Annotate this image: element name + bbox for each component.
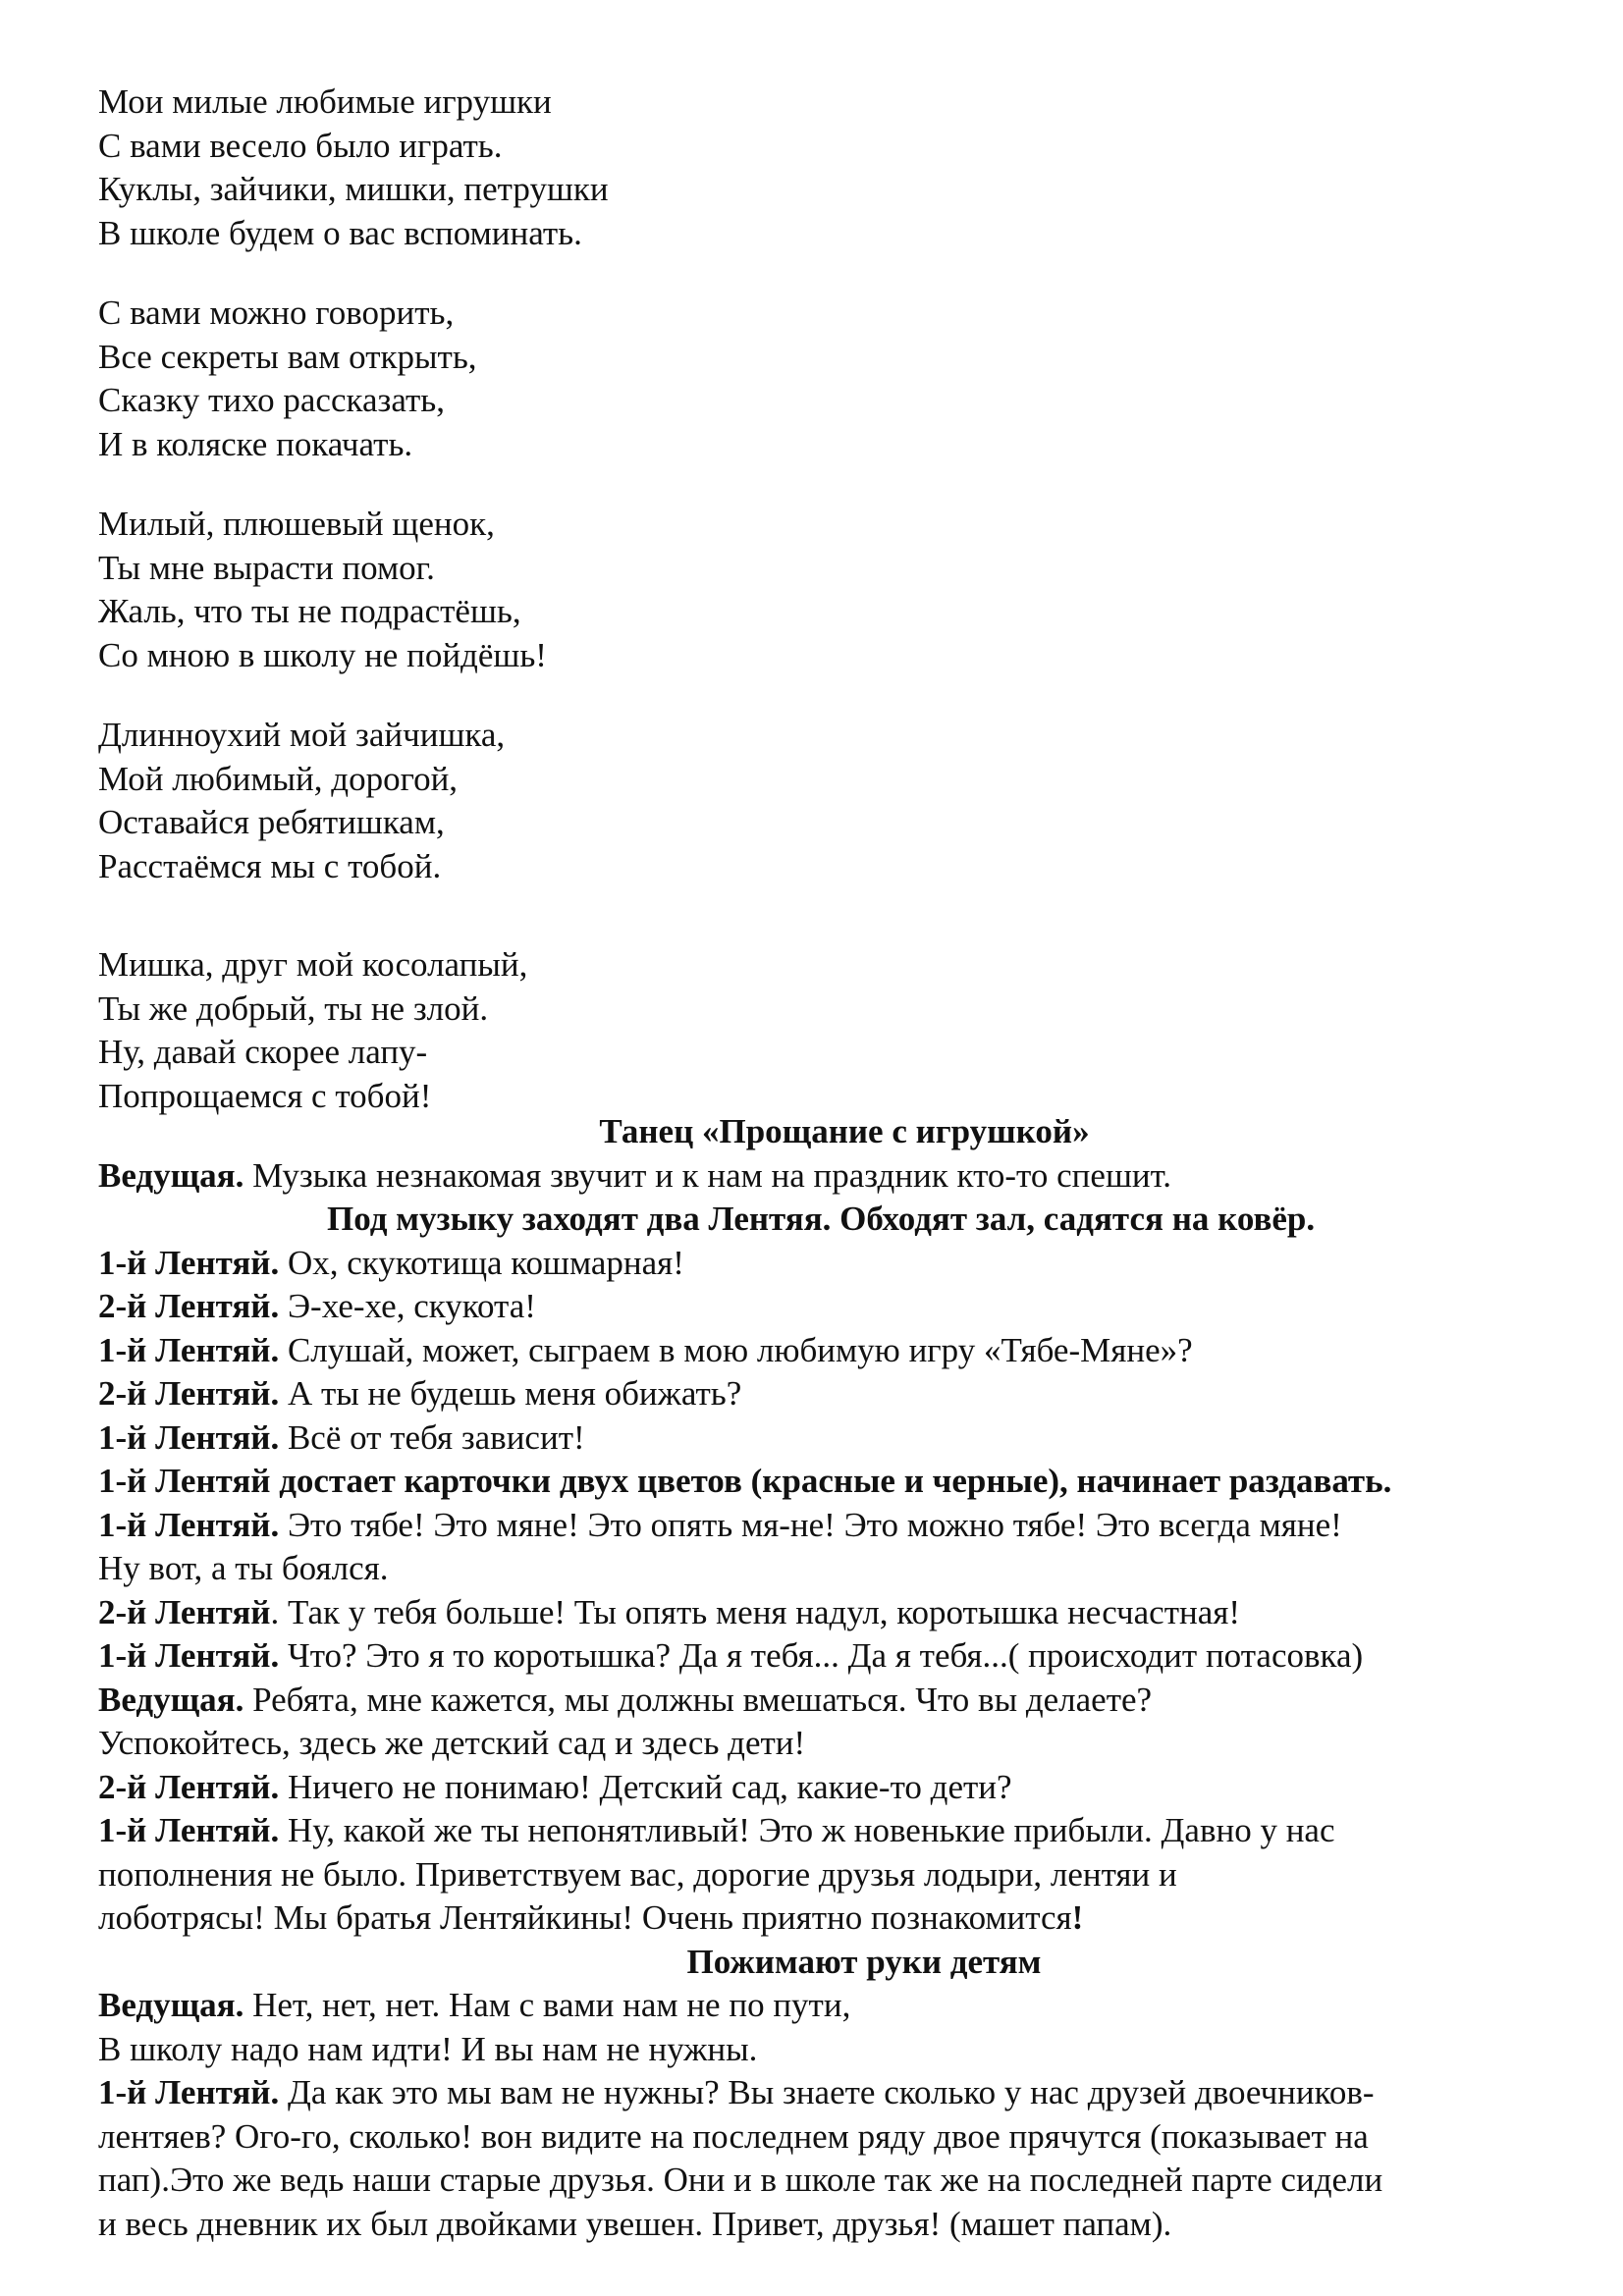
speaker: Ведущая. [98, 1680, 244, 1719]
dialogue-continuation: Ну вот, а ты боялся. [98, 1549, 389, 1587]
speaker: 1-й Лентяй. [98, 1243, 280, 1282]
poem-line: И в коляске покачать. [98, 424, 413, 463]
speech: Ох, скукотища кошмарная! [279, 1243, 684, 1282]
poem-line: Расстаёмся мы с тобой. [98, 846, 442, 885]
dialogue-continuation: и весь дневник их был двойками увешен. Привет, друзья! (машет папам). [98, 2204, 1172, 2243]
poem-line: Мой любимый, дорогой, [98, 759, 459, 798]
dialogue-continuation: пап).Это же ведь наши старые друзья. Они и в школе так же на последней парте сидели [98, 2161, 1383, 2199]
speaker: 2-й Лентяй. [98, 1374, 280, 1413]
poem-line: Длинноухий мой зайчишка, [98, 716, 506, 754]
stanza-5 [98, 943, 1591, 1118]
stage-direction [98, 1198, 1591, 1242]
speaker: Ведущая. [98, 1986, 244, 2024]
dialogue-continuation: лентяев? Ого-го, сколько! вон видите на последнем ряду двое прячутся (показывает на [98, 2116, 1369, 2156]
poem-line: Сказку тихо рассказать, [98, 381, 445, 419]
dialogue-line [98, 1242, 1591, 1286]
poem [98, 80, 1591, 1118]
dialogue-line [98, 1504, 1591, 1548]
speaker: 1-й Лентяй. [98, 1330, 280, 1369]
stanza-2 [98, 292, 1591, 466]
script [98, 1110, 1591, 2246]
speech: Музыка незнакомая звучит и к нам на праздник кто-то спешит. [243, 1155, 1172, 1195]
speaker: 1-й Лентяй. [98, 2073, 280, 2111]
poem-line: С вами весело было играть. [98, 126, 503, 165]
speaker: 1-й Лентяй. [98, 1505, 280, 1544]
poem-line: Милый, плюшевый щенок, [98, 505, 495, 543]
poem-line: Жаль, что ты не подрастёшь, [98, 592, 521, 630]
poem-line: Мишка, друг мой косолапый, [98, 945, 528, 984]
dialogue-continuation: Успокойтесь, здесь же детский сад и здесь дети! [98, 1724, 806, 1762]
stanza-3 [98, 503, 1591, 677]
dialogue-line [98, 1634, 1591, 1679]
speech: Э-хе-хе, скукота! [279, 1287, 536, 1325]
dialogue-line [98, 1329, 1591, 1373]
poem-line: Ты же добрый, ты не злой. [98, 988, 489, 1028]
speech: Что? Это я то коротышка? Да я тебя... Да я тебя...( происходит потасовка) [279, 1636, 1364, 1675]
speech: Всё от тебя зависит! [279, 1417, 585, 1457]
dialogue-line [98, 1416, 1591, 1461]
stanza-1 [98, 80, 1591, 255]
speaker: 2-й Лентяй [98, 1592, 271, 1631]
poem-line: Мои милые любимые игрушки [98, 82, 552, 121]
dialogue-continuation: пополнения не было. Приветствуем вас, дорогие друзья лодыри, лентяи и [98, 1854, 1177, 1894]
speech: лоботрясы! Мы братья Лентяйкины! Очень приятно познакомится [98, 1898, 1072, 1937]
speech: Ну, какой же ты непонятливый! Это ж новенькие прибыли. Давно у нас [279, 1811, 1335, 1849]
dance-heading: Танец «Прощание с игрушкой» [599, 1112, 1090, 1150]
speech: Это тябе! Это мяне! Это опять мя-не! Это можно тябе! Это всегда мяне! [279, 1505, 1342, 1544]
dialogue-line [98, 1285, 1591, 1329]
poem-line: Попрощаемся с тобой! [98, 1076, 432, 1115]
dialogue-line [98, 2071, 1591, 2115]
speaker: Ведущая. [98, 1155, 244, 1195]
poem-line: Ты мне вырасти помог. [98, 548, 435, 587]
dialogue-continuation [98, 1896, 1591, 1941]
dialogue-line [98, 1591, 1591, 1635]
speech: Ничего не понимаю! Детский сад, какие-то дети? [279, 1767, 1012, 1806]
stage-direction: 1-й Лентяй достает карточки двух цветов (красные и черные), начинает раздавать. [98, 1462, 1392, 1500]
speaker: 1-й Лентяй. [98, 1417, 280, 1457]
poem-line: Ну, давай скорее лапу- [98, 1033, 428, 1071]
dialogue-line [98, 1766, 1591, 1810]
poem-line: Оставайся ребятишкам, [98, 803, 445, 841]
dialogue-line [98, 1372, 1591, 1416]
dialogue-line [98, 1679, 1591, 1723]
speech: Нет, нет, нет. Нам с вами нам не по пути, [243, 1986, 851, 2024]
dialogue-line [98, 1154, 1591, 1199]
speaker: 2-й Лентяй. [98, 1767, 280, 1806]
speaker: 1-й Лентяй. [98, 1811, 280, 1849]
dialogue-continuation: В школу надо нам идти! И вы нам не нужны. [98, 2029, 758, 2068]
poem-line: С вами можно говорить, [98, 294, 455, 332]
poem-line: Со мною в школу не пойдёшь! [98, 635, 547, 674]
speech: Слушай, может, сыграем в мою любимую игру «Тябе-Мяне»? [279, 1330, 1193, 1369]
stanza-4 [98, 714, 1591, 888]
speech: Ребята, мне кажется, мы должны вмешаться. Что вы делаете? [243, 1680, 1153, 1719]
speaker: 1-й Лентяй. [98, 1636, 280, 1675]
poem-line: Все секреты вам открыть, [98, 337, 477, 376]
speech: . Так у тебя больше! Ты опять меня надул, коротышка несчастная! [270, 1592, 1241, 1631]
speech-emphasis: ! [1071, 1898, 1084, 1937]
speech: А ты не будешь меня обижать? [279, 1374, 742, 1413]
stage-direction: Пожимают руки детям [686, 1942, 1042, 1981]
speaker: 2-й Лентяй. [98, 1287, 280, 1325]
stage-direction-rest: Обходят зал, садятся на ковёр. [831, 1200, 1316, 1238]
stage-direction-bold: Под музыку заходят два Лентяя. [327, 1200, 832, 1238]
poem-line: В школе будем о вас вспоминать. [98, 213, 582, 252]
speech: Да как это мы вам не нужны? Вы знаете сколько у нас друзей двоечников- [279, 2073, 1375, 2111]
dialogue-line [98, 1984, 1591, 2028]
poem-line: Куклы, зайчики, мишки, петрушки [98, 170, 609, 208]
dialogue-line [98, 1809, 1591, 1853]
